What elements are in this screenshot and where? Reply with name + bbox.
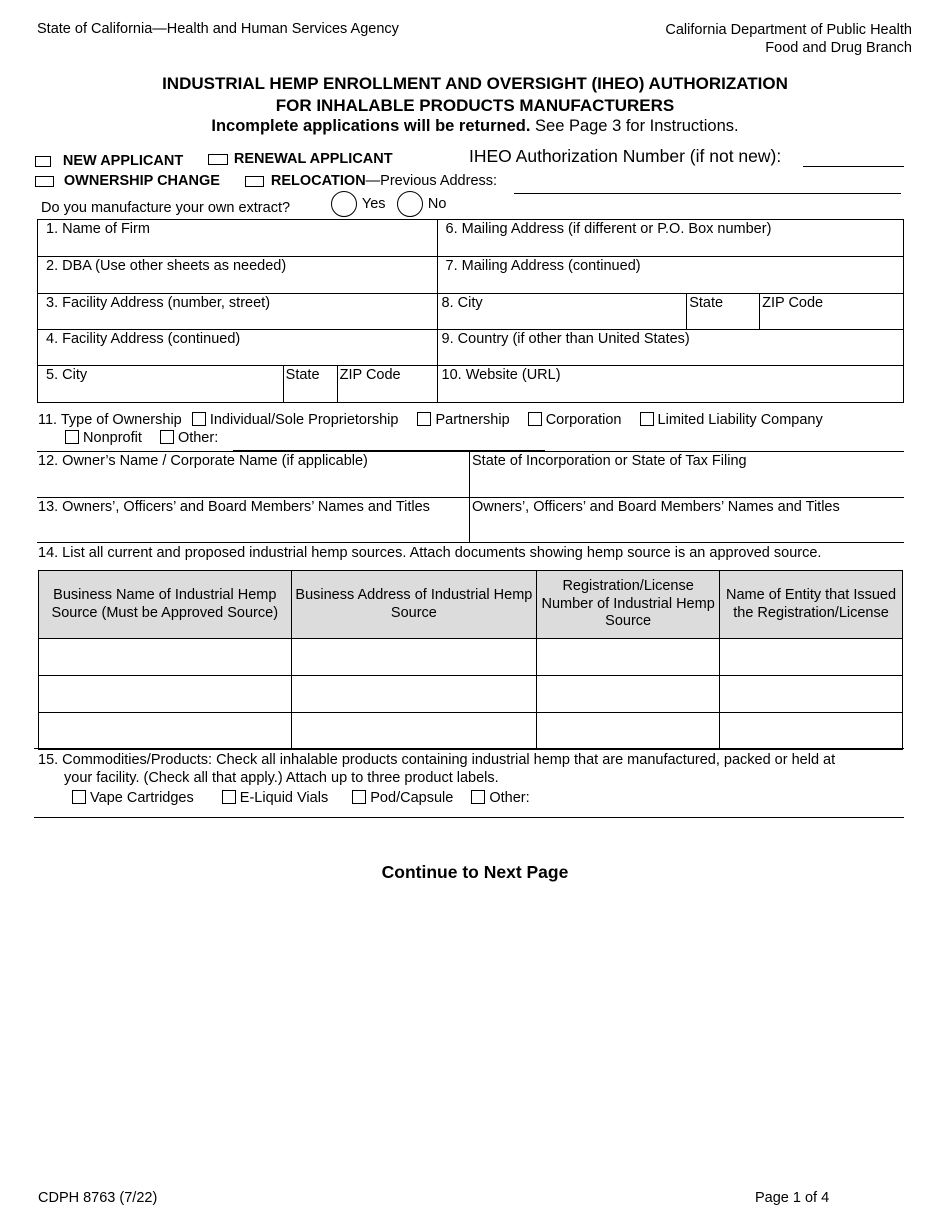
source-cell[interactable]: [537, 639, 720, 676]
vape-label: Vape Cartridges: [90, 790, 194, 806]
mailing-state-field[interactable]: State: [687, 294, 760, 330]
col-business-address: Business Address of Industrial Hemp Source: [291, 571, 537, 639]
form-title-line2: FOR INHALABLE PRODUCTS MANUFACTURERS: [275, 96, 675, 115]
source-cell[interactable]: [39, 676, 292, 713]
new-applicant-checkbox[interactable]: [35, 156, 51, 167]
officers-field[interactable]: 13. Owners’, Officers’ and Board Members’ Names and Titles: [38, 499, 430, 515]
state-incorporation-field[interactable]: State of Incorporation or State of Tax Filing: [472, 453, 747, 469]
source-cell[interactable]: [720, 713, 903, 750]
col-registration-number: Registration/License Number of Industrial Hemp Source: [537, 571, 720, 639]
branch-name: Food and Drug Branch: [765, 40, 912, 56]
partnership-label: Partnership: [435, 412, 510, 428]
officers-field-2[interactable]: Owners’, Officers’ and Board Members’ Names and Titles: [472, 499, 840, 515]
col-business-name: Business Name of Industrial Hemp Source (Must be Approved Source): [39, 571, 292, 639]
form-subtitle: [0, 117, 950, 136]
ownership-type-row2: [65, 430, 218, 446]
pod-label: Pod/Capsule: [370, 790, 454, 806]
corporation-label: Corporation: [545, 412, 622, 428]
nonprofit-checkbox[interactable]: [65, 430, 79, 444]
llc-checkbox[interactable]: [640, 412, 654, 426]
ownership-change-checkbox[interactable]: [35, 176, 54, 187]
website-field[interactable]: 10. Website (URL): [437, 366, 903, 403]
extract-yes-option[interactable]: [331, 191, 386, 217]
table-row: [39, 676, 903, 713]
commodities-top-rule: [34, 748, 904, 749]
commodity-other-label: Other:: [489, 790, 530, 806]
ownership-other-label: Other:: [177, 430, 219, 446]
corporation-checkbox[interactable]: [528, 412, 542, 426]
mailing-address-field[interactable]: 6. Mailing Address (if different or P.O. Box number): [437, 220, 903, 257]
llc-label: Limited Liability Company: [657, 412, 823, 428]
source-cell[interactable]: [39, 713, 292, 750]
nonprofit-label: Nonprofit: [83, 430, 142, 446]
new-applicant-option[interactable]: [35, 152, 183, 169]
col-issuing-entity: Name of Entity that Issued the Registration/License: [720, 571, 903, 639]
partnership-checkbox[interactable]: [417, 412, 431, 426]
form-id: CDPH 8763 (7/22): [38, 1190, 158, 1206]
ownership-type-label: 11. Type of Ownership: [38, 412, 182, 428]
source-cell[interactable]: [291, 639, 537, 676]
source-cell[interactable]: [291, 713, 537, 750]
extract-question: Do you manufacture your own extract?: [41, 200, 291, 216]
extract-yes-radio[interactable]: [331, 191, 357, 217]
individual-checkbox[interactable]: [192, 412, 206, 426]
page-number: Page 1 of 4: [755, 1190, 830, 1206]
renewal-applicant-label: RENEWAL APPLICANT: [233, 151, 393, 167]
facility-city-field[interactable]: 5. City: [38, 366, 284, 403]
source-cell[interactable]: [291, 676, 537, 713]
owners-bottom-rule: [37, 542, 904, 543]
ownership-type-row: [38, 412, 823, 428]
extract-no-radio[interactable]: [397, 191, 423, 217]
dba-field[interactable]: 2. DBA (Use other sheets as needed): [38, 257, 438, 294]
relocation-checkbox[interactable]: [245, 176, 264, 187]
previous-address-label: —Previous Address:: [365, 173, 498, 189]
individual-label: Individual/Sole Proprietorship: [209, 412, 399, 428]
incomplete-warning: Incomplete applications will be returned.: [211, 117, 531, 135]
firm-name-field[interactable]: 1. Name of Firm: [38, 220, 438, 257]
commodity-other-checkbox[interactable]: [471, 790, 485, 804]
continue-next-page: Continue to Next Page: [381, 862, 569, 882]
renewal-applicant-option[interactable]: [208, 150, 393, 167]
table-row: [39, 713, 903, 750]
commodities-bottom-rule: [34, 817, 904, 818]
facility-state-field[interactable]: State: [283, 366, 337, 403]
ownership-change-option[interactable]: [35, 172, 220, 189]
firm-info-table: [37, 219, 904, 403]
extract-no-option[interactable]: [397, 191, 446, 217]
owner-name-field[interactable]: 12. Owner’s Name / Corporate Name (if applicable): [38, 453, 368, 469]
owners-middle-rule: [37, 497, 904, 498]
auth-number-label: IHEO Authorization Number (if not new):: [469, 146, 782, 166]
mailing-zip-field[interactable]: ZIP Code: [760, 294, 904, 330]
facility-address-field[interactable]: 3. Facility Address (number, street): [38, 294, 438, 330]
form-title-line1: INDUSTRIAL HEMP ENROLLMENT AND OVERSIGHT (IHEO) AUTHORIZATION: [162, 74, 788, 93]
relocation-label: RELOCATION: [270, 173, 366, 189]
hemp-sources-table: [38, 570, 903, 750]
vape-checkbox[interactable]: [72, 790, 86, 804]
relocation-option[interactable]: [245, 172, 497, 189]
department-name: California Department of Public Health: [665, 22, 912, 38]
source-cell[interactable]: [39, 639, 292, 676]
mailing-city-field[interactable]: 8. City: [437, 294, 687, 330]
instructions-note: See Page 3 for Instructions.: [530, 117, 739, 135]
auth-number-field[interactable]: [803, 166, 904, 167]
hemp-sources-label: 14. List all current and proposed industrial hemp sources. Attach documents showing hemp source is an approved source.: [38, 545, 822, 561]
renewal-applicant-checkbox[interactable]: [208, 154, 228, 165]
source-cell[interactable]: [720, 676, 903, 713]
eliquid-checkbox[interactable]: [222, 790, 236, 804]
department-header: [665, 21, 912, 57]
facility-address-continued-field[interactable]: 4. Facility Address (continued): [38, 330, 438, 366]
source-cell[interactable]: [537, 713, 720, 750]
commodities-options: [72, 790, 530, 806]
commodities-text-line1: 15. Commodities/Products: Check all inhalable products containing industrial hemp that are manufactured, packed or held at: [38, 752, 836, 768]
pod-checkbox[interactable]: [352, 790, 366, 804]
agency-header: State of California—Health and Human Services Agency: [37, 21, 399, 37]
ownership-change-label: OWNERSHIP CHANGE: [63, 173, 220, 189]
extract-yes-label: Yes: [361, 195, 386, 212]
commodities-text-line2: your facility. (Check all that apply.) Attach up to three product labels.: [64, 770, 499, 786]
previous-address-field[interactable]: [514, 193, 901, 194]
ownership-other-checkbox[interactable]: [160, 430, 174, 444]
table-row: [39, 639, 903, 676]
new-applicant-label: NEW APPLICANT: [62, 153, 184, 169]
eliquid-label: E-Liquid Vials: [239, 790, 329, 806]
source-cell[interactable]: [537, 676, 720, 713]
owners-top-rule: [37, 451, 904, 452]
extract-no-label: No: [427, 195, 447, 212]
country-field[interactable]: 9. Country (if other than United States): [437, 330, 903, 366]
source-cell[interactable]: [720, 639, 903, 676]
mailing-address-continued-field[interactable]: 7. Mailing Address (continued): [437, 257, 903, 294]
facility-zip-field[interactable]: ZIP Code: [337, 366, 437, 403]
